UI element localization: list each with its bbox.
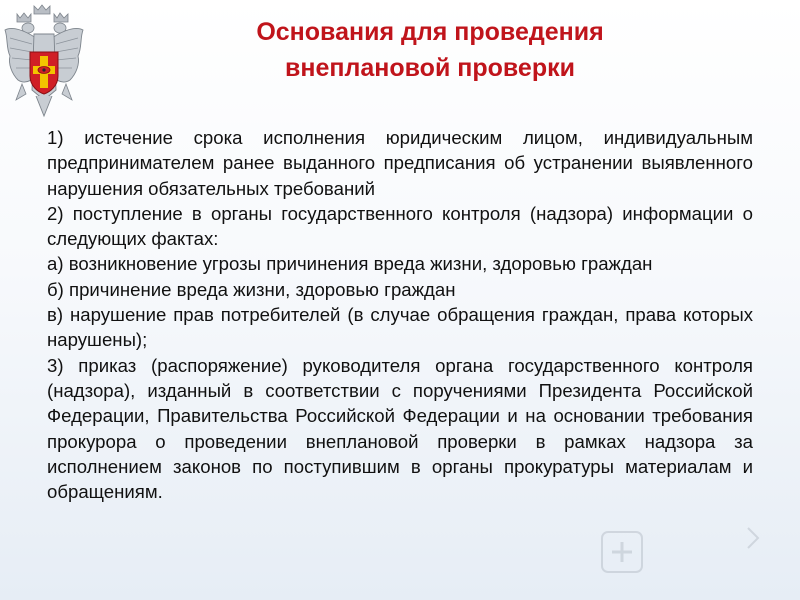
list-item: 3) приказ (распоряжение) руководителя органа государственного контроля (надзора), изданный в соответствии с поручениями Президента Российской Федерации, Правительства Российской Федерации и на основании требования прокурора о проведении внеплановой проверки в рамках надзора за исполнением законов по поступившим в органы прокуратуры материалам и обращениям. [47, 354, 753, 503]
page-title-line-2: внеплановой проверки [285, 54, 575, 82]
list-item: а) возникновение угрозы причинения вреда жизни, здоровью граждан [47, 253, 653, 275]
watermark-logo-icon [598, 518, 766, 582]
grounds-list [47, 125, 753, 504]
list-item: 2) поступление в органы государственного контроля (надзора) информации о следующих фактах: [47, 202, 753, 250]
list-item: б) причинение вреда жизни, здоровью граждан [47, 278, 456, 300]
page-title [150, 14, 710, 86]
coat-of-arms-icon [2, 4, 86, 122]
page-title-line-1: Основания для проведения [256, 18, 604, 46]
list-item: 1) истечение срока исполнения юридическим лицом, индивидуальным предпринимателем ранее выданного предписания об устранении выявленного нарушения обязательных требований [47, 127, 753, 199]
list-item: в) нарушение прав потребителей (в случае обращения граждан, права которых нарушены); [47, 304, 753, 351]
